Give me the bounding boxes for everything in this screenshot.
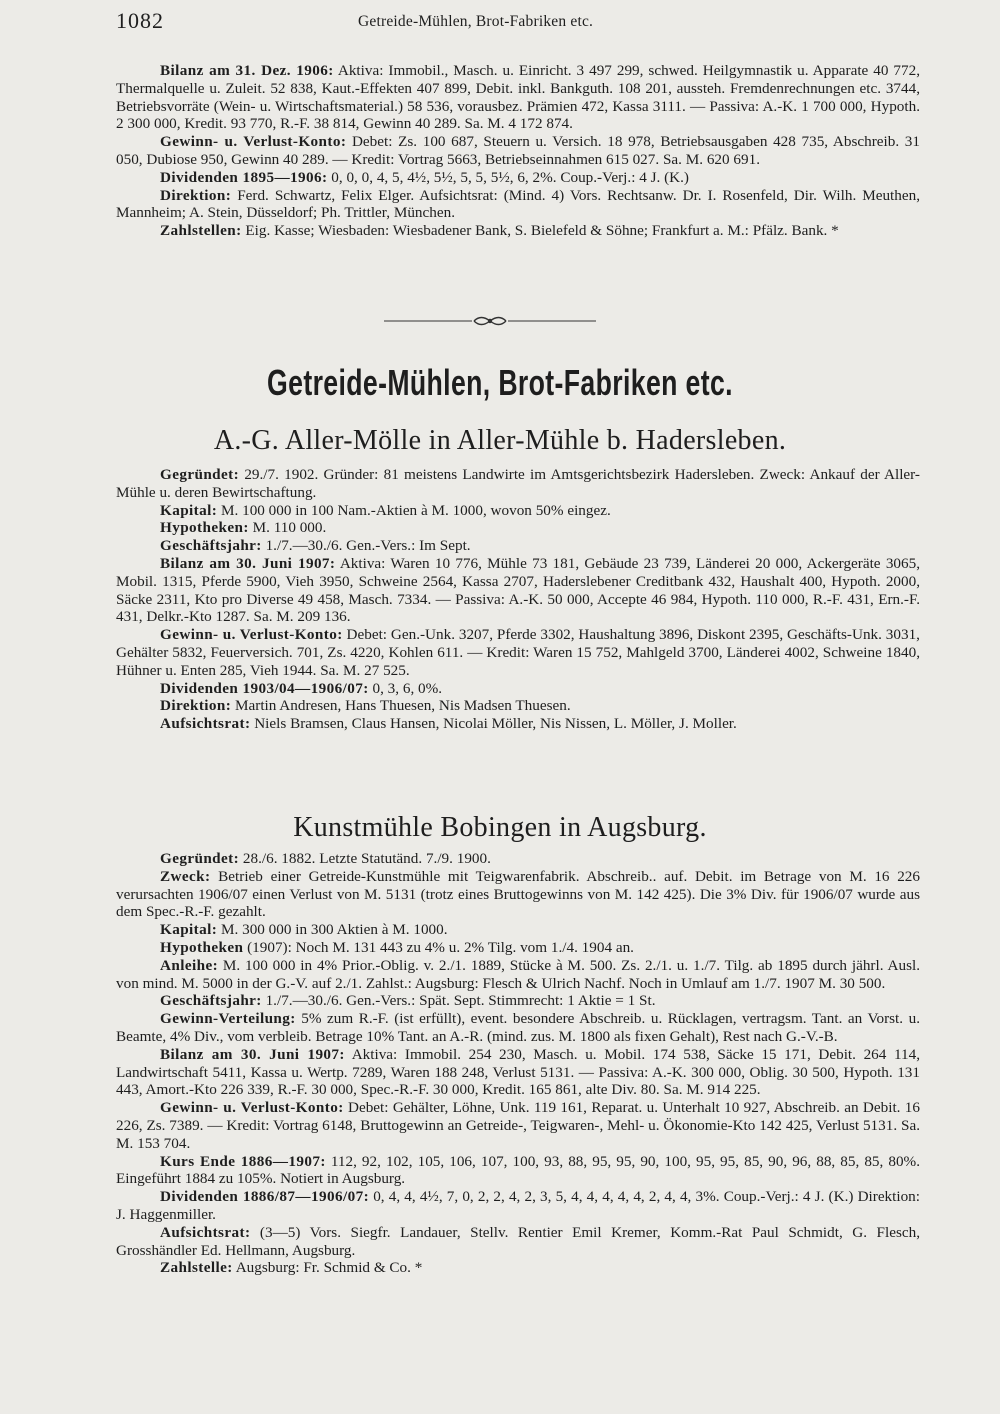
paragraph bbox=[116, 466, 920, 502]
entry-text: 0, 4, 4, 4½, 7, 0, 2, 2, 4, 2, 3, 5, 4, 4, 4, 4, 4, 2, 4, 4, 3%. Coup.-Verj.: 4 J. (K.) Direktion: J. Haggenmiller. bbox=[116, 1188, 920, 1223]
entry-label: Geschäftsjahr: bbox=[160, 537, 262, 555]
company-entry-kunstmuehle-bobingen bbox=[116, 850, 920, 1277]
previous-entry-continuation bbox=[116, 62, 920, 240]
entry-text: Ferd. Schwartz, Felix Elger. Aufsichtsrat: (Mind. 4) Vors. Rechtsanw. Dr. I. Rosenfeld, Dir. Wilh. Meuthen, Mannheim; A. Stein, Düsseldorf; Ph. Trittler, München. bbox=[116, 186, 920, 222]
paragraph bbox=[116, 62, 920, 133]
running-head bbox=[116, 8, 920, 38]
entry-text: Aktiva: Waren 10 776, Mühle 73 181, Gebäude 23 739, Länderei 20 000, Ackergeräte 3065, Mobil. 1315, Pferde 5900, Vieh 3950, Schweine 2564, Kassa 2707, Haderslebener Creditbank 432, Haushalt 400, Hypoth. 2000, Säcke 2311, Kto pro Diverse 49 458, Masch. 7334. — Passiva: A.-K. 50 000, Accepte 46 984, Hypoth. 110 000, R.-F. 431, Ern.-F. 431, Delkr.-Kto 1287. Sa. M. 209 136. bbox=[116, 554, 920, 626]
entry-text: Augsburg: Fr. Schmid & Co. * bbox=[232, 1259, 423, 1277]
entry-label: Zahlstellen: bbox=[160, 222, 242, 240]
paragraph bbox=[116, 868, 920, 921]
paragraph bbox=[116, 187, 920, 223]
paragraph bbox=[116, 222, 920, 240]
entry-label: Zweck: bbox=[160, 867, 211, 885]
paragraph bbox=[116, 957, 920, 993]
entry-label: Gewinn- u. Verlust-Konto: bbox=[160, 133, 347, 151]
section-heading: Getreide-Mühlen, Brot-Fabriken etc. bbox=[267, 362, 733, 403]
paragraph bbox=[116, 939, 920, 957]
entry-label: Gewinn- u. Verlust-Konto: bbox=[160, 1099, 344, 1117]
entry-label: Aufsichtsrat: bbox=[160, 715, 251, 733]
entry-label: Bilanz am 30. Juni 1907: bbox=[160, 554, 336, 572]
company-title-kunstmuehle-bobingen: Kunstmühle Bobingen in Augsburg. bbox=[293, 812, 707, 843]
paragraph bbox=[116, 1188, 920, 1224]
entry-label: Direktion: bbox=[160, 697, 232, 715]
entry-text: M. 100 000 in 100 Nam.-Aktien à M. 1000, wovon 50% eingez. bbox=[217, 501, 611, 519]
paragraph bbox=[116, 1259, 920, 1277]
entry-text: Aktiva: Immobil., Masch. u. Einricht. 3 497 299, schwed. Heilgymnastik u. Apparate 40 772, Thermalquelle u. Zuleit. 52 838, Kaut.-Effekten 407 899, Debit. inkl. Bankguth. 108 201, aussteh. Fremdenrechnungen etc. 3744, Betriebsvorräte (Wein- u. Wirtschaftsmaterial.) 58 536, vorausbez. Prämien 472, Kassa 3111. — Passiva: A.-K. 1 700 000, Hypoth. 2 300 000, Kredit. 93 770, R.-F. 38 814, Gewinn 40 289. Sa. M. 4 172 874. bbox=[116, 62, 920, 133]
entry-label: Gegründet: bbox=[160, 850, 240, 867]
running-title: Getreide-Mühlen, Brot-Fabriken etc. bbox=[358, 13, 594, 30]
entry-text: 0, 0, 0, 4, 5, 4½, 5½, 5, 5, 5½, 6, 2%. Coup.-Verj.: 4 J. (K.) bbox=[327, 168, 689, 186]
company-entry-aller-moelle bbox=[116, 466, 920, 733]
entry-label: Gewinn-Verteilung: bbox=[160, 1010, 296, 1028]
entry-text: 29./7. 1902. Gründer: 81 meistens Landwirte im Amtsgerichtsbezirk Hadersleben. Zweck: Ankauf der Aller-Mühle u. deren Bewirtschaftung. bbox=[116, 466, 920, 501]
entry-label: Dividenden 1895—1906: bbox=[160, 168, 328, 186]
entry-label: Geschäftsjahr: bbox=[160, 992, 262, 1010]
page-number: 1082 bbox=[116, 8, 164, 33]
entry-text: Eig. Kasse; Wiesbaden: Wiesbadener Bank, S. Bielefeld & Söhne; Frankfurt a. M.: Pfälz. Bank. * bbox=[241, 222, 839, 240]
paragraph bbox=[116, 1224, 920, 1260]
entry-text: 1./7.—30./6. Gen.-Vers.: Im Sept. bbox=[261, 537, 471, 555]
entry-text: M. 100 000 in 4% Prior.-Oblig. v. 2./1. 1889, Stücke à M. 500. Zs. 2./1. u. 1./7. Tilg. ab 1895 durch jährl. Ausl. von mind. M. 5000 in der G.-V. auf 2./1. Zahlst.: Augsburg: Flesch & Ulrich Nachf. Noch in Umlauf am 1./7. 1907 M. 30 500. bbox=[116, 956, 920, 992]
entry-label: Bilanz am 30. Juni 1907: bbox=[160, 1045, 345, 1063]
entry-text: Niels Bramsen, Claus Hansen, Nicolai Möller, Nis Nissen, L. Möller, J. Moller. bbox=[250, 715, 737, 733]
entry-text: Aktiva: Immobil. 254 230, Masch. u. Mobil. 174 538, Säcke 15 171, Debit. 264 114, Landwirtschaft 5411, Kassa u. Wertp. 7289, Waren 188 248, Verlust 5131. — Passiva: A.-K. 300 000, Oblig. 30 500, Hypoth. 131 443, Amort.-Kto 226 339, R.-F. 30 000, Spec.-R.-F. 30 000, Kredit. 165 861, alte Div. 80. Sa. M. 914 225. bbox=[116, 1045, 920, 1099]
paragraph bbox=[116, 133, 920, 169]
paragraph bbox=[116, 169, 920, 187]
entry-label: Kapital: bbox=[160, 501, 218, 519]
entry-label: Bilanz am 31. Dez. 1906: bbox=[160, 62, 334, 79]
entry-label: Aufsichtsrat: bbox=[160, 1223, 251, 1241]
paragraph bbox=[116, 555, 920, 626]
entry-text: Debet: Zs. 100 687, Steuern u. Versich. 18 978, Betriebsausgaben 428 735, Abschreib. 31 050, Dubiose 950, Gewinn 40 289. — Kredit: Vortrag 5663, Betriebseinnahmen 615 027. Sa. M. 620 691. bbox=[116, 133, 920, 168]
entry-text: (3—5) Vors. Siegfr. Landauer, Stellv. Rentier Emil Kremer, Komm.-Rat Paul Schmidt, G. Flesch, Grosshändler Ed. Hellmann, Augsburg. bbox=[116, 1223, 920, 1259]
ornamental-divider bbox=[384, 310, 596, 332]
entry-label: Anleihe: bbox=[160, 956, 219, 974]
paragraph bbox=[116, 1046, 920, 1099]
paragraph bbox=[116, 1153, 920, 1189]
entry-text: 1./7.—30./6. Gen.-Vers.: Spät. Sept. Stimmrecht: 1 Aktie = 1 St. bbox=[261, 992, 656, 1010]
entry-label: Hypotheken: bbox=[160, 519, 249, 537]
company-title-aller-moelle: A.-G. Aller-Mölle in Aller-Mühle b. Hadersleben. bbox=[213, 425, 787, 456]
paragraph bbox=[116, 715, 920, 733]
entry-label: Dividenden 1903/04—1906/07: bbox=[160, 679, 369, 697]
paragraph bbox=[116, 680, 920, 698]
entry-label: Zahlstelle: bbox=[160, 1259, 233, 1277]
entry-label: Hypotheken bbox=[160, 938, 244, 956]
entry-label: Kurs Ende 1886—1907: bbox=[160, 1152, 326, 1170]
entry-text: 5% zum R.-F. (ist erfüllt), event. besondere Abschreib. u. Rücklagen, vertragsm. Tant. an Vorst. u. Beamte, 4% Div., vom verbleib. Betrage 10% Tant. an A.-R. (mind. zus. M. 1800 als fixen Gehalt), Rest nach G.-V.-B. bbox=[116, 1010, 920, 1045]
entry-label: Direktion: bbox=[160, 186, 232, 204]
entry-text: 112, 92, 102, 105, 106, 107, 100, 93, 88, 95, 95, 90, 100, 95, 95, 85, 90, 96, 88, 85, 85, 80%. Eingeführt 1884 zu 105%. Notiert in Augsburg. bbox=[116, 1152, 920, 1188]
entry-text: M. 300 000 in 300 Aktien à M. 1000. bbox=[217, 921, 448, 939]
entry-label: Dividenden 1886/87—1906/07: bbox=[160, 1188, 370, 1206]
paragraph bbox=[116, 1099, 920, 1152]
paragraph bbox=[116, 921, 920, 939]
paragraph bbox=[116, 992, 920, 1010]
entry-text: Debet: Gehälter, Löhne, Unk. 119 161, Reparat. u. Unterhalt 10 927, Abschreib. an Debit. 16 226, Zs. 7389. — Kredit: Vortrag 6148, Bruttogewinn an Getreide-, Teigwaren-, Mehl- u. Ökonomie-Kto 142 425, Verlust 5131. Sa. M. 153 704. bbox=[116, 1099, 920, 1152]
entry-label: Kapital: bbox=[160, 921, 218, 939]
entry-text: Debet: Gen.-Unk. 3207, Pferde 3302, Haushaltung 3896, Diskont 2395, Geschäfts-Unk. 3031, Gehälter 5832, Feuerversich. 701, Zs. 4220, Kohlen 611. — Kredit: Waren 15 752, Mahlgeld 3700, Länderei 4002, Schweine 1840, Hühner u. Enten 285, Vieh 1944. Sa. M. 27 525. bbox=[116, 626, 920, 679]
entry-text: (1907): Noch M. 131 443 zu 4% u. 2% Tilg. vom 1./4. 1904 an. bbox=[243, 938, 634, 956]
entry-text: Betrieb einer Getreide-Kunstmühle mit Teigwarenfabrik. Abschreib.. auf. Debit. im Betrage von M. 16 226 verursachten 1906/07 einen Verlust von M. 5131 (trotz eines Bruttogewinns von M. 142 425). Die 3% Div. für 1906/07 wurde aus dem Spec.-R.-F. gezahlt. bbox=[116, 867, 920, 921]
paragraph bbox=[116, 502, 920, 520]
paragraph bbox=[116, 850, 920, 868]
paragraph bbox=[116, 519, 920, 537]
paragraph bbox=[116, 537, 920, 555]
entry-text: M. 110 000. bbox=[248, 519, 327, 537]
entry-text: 0, 3, 6, 0%. bbox=[368, 679, 443, 697]
entry-label: Gegründet: bbox=[160, 466, 240, 483]
paragraph bbox=[116, 1010, 920, 1046]
paragraph bbox=[116, 626, 920, 679]
entry-label: Gewinn- u. Verlust-Konto: bbox=[160, 626, 343, 644]
paragraph bbox=[116, 697, 920, 715]
entry-text: Martin Andresen, Hans Thuesen, Nis Madsen Thuesen. bbox=[231, 697, 571, 715]
entry-text: 28./6. 1882. Letzte Statutänd. 7./9. 1900. bbox=[239, 850, 491, 867]
